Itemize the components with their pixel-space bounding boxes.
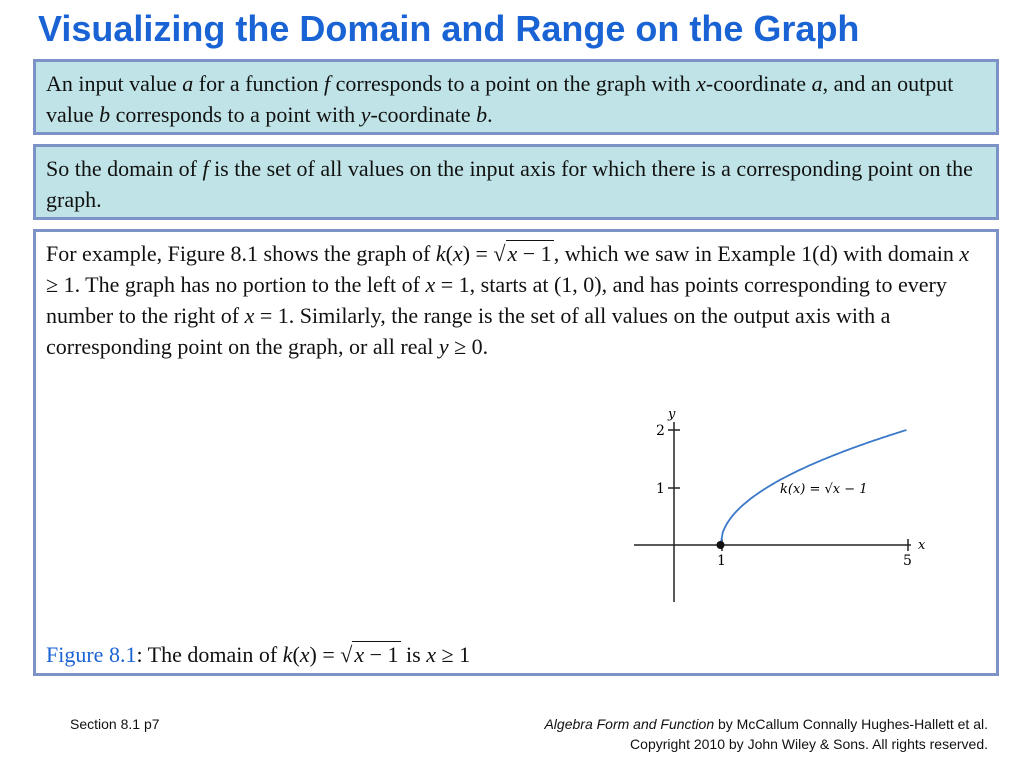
text: .: [487, 102, 493, 127]
authors: by McCallum Connally Hughes-Hallett et al.: [714, 716, 988, 732]
x-tick-label-1: 1: [717, 553, 726, 569]
var-x: x: [299, 642, 310, 667]
text: -coordinate: [705, 71, 812, 96]
text: = 1, starts at (1, 0), and has points corresponding to every number to the right of: [46, 272, 947, 328]
text: ≥ 0.: [448, 334, 489, 359]
formula-k: k(x) = √x − 1: [282, 642, 399, 667]
text: ≥ 1. The graph has no portion to the left of: [46, 272, 426, 297]
start-point: [717, 541, 725, 549]
text: For example, Figure 8.1 shows the graph of: [46, 241, 436, 266]
figure-caption: [46, 639, 470, 670]
var-b: b: [476, 102, 488, 127]
text: ≥ 1: [436, 642, 471, 667]
formula-equals: ) =: [462, 241, 494, 266]
var-a: a: [811, 71, 823, 96]
var-k: k: [282, 642, 293, 667]
x-axis-label: x: [918, 538, 926, 553]
var-x: x: [452, 241, 463, 266]
function-graph: [596, 402, 936, 612]
radicand: [352, 641, 400, 667]
text: corresponds to a point with: [110, 102, 361, 127]
var-x: x: [507, 241, 518, 266]
formula-equals: ) =: [309, 642, 341, 667]
comma: ,: [553, 241, 560, 266]
text: is the set of all values on the input axis for which there is a corresponding point on the graph.: [46, 156, 973, 212]
example-box: [33, 229, 999, 676]
text: : The domain of: [136, 642, 283, 667]
y-tick-label-2: 2: [656, 423, 665, 439]
curve-label: k(x) = √x − 1: [780, 482, 868, 497]
y-axis-label: y: [668, 407, 676, 422]
minus-one: − 1: [364, 642, 399, 667]
var-y: y: [360, 102, 371, 127]
footer-section: Section 8.1 p7: [70, 716, 160, 732]
radicand: [506, 240, 554, 266]
text: -coordinate: [370, 102, 477, 127]
sqrt-symbol: √: [340, 642, 353, 667]
definition-box-domain: [33, 144, 999, 220]
x-tick-label-5: 5: [903, 553, 912, 569]
text: for a function: [193, 71, 324, 96]
text: An input value: [46, 71, 183, 96]
text: is: [400, 642, 427, 667]
var-y: y: [438, 334, 449, 359]
var-b: b: [99, 102, 111, 127]
figure-label: Figure 8.1: [46, 642, 137, 667]
definition-box-input-output: [33, 59, 999, 135]
var-a: a: [182, 71, 194, 96]
minus-one: − 1: [517, 241, 552, 266]
var-x: x: [959, 241, 970, 266]
text: corresponds to a point on the graph with: [330, 71, 697, 96]
formula-k: k(x) = √x − 1,: [435, 241, 560, 266]
var-x: x: [426, 642, 436, 667]
var-x: x: [425, 272, 436, 297]
sqrt-symbol: √: [493, 241, 506, 266]
text: = 1. Similarly, the range is the set of all values on the output axis with a corresponding point on the graph, or all real: [46, 303, 891, 359]
var-f: f: [324, 71, 331, 96]
text: So the domain of: [46, 156, 203, 181]
book-title: Algebra Form and Function: [544, 716, 715, 732]
y-tick-label-1: 1: [656, 481, 665, 497]
var-x: x: [696, 71, 706, 96]
text: which we saw in Example 1(d) with domain: [559, 241, 960, 266]
slide-title: Visualizing the Domain and Range on the Graph: [38, 8, 860, 49]
text: , and an output value: [46, 71, 954, 127]
var-x: x: [244, 303, 255, 328]
copyright: Copyright 2010 by John Wiley & Sons. All rights reserved.: [630, 736, 988, 752]
var-x: x: [354, 642, 365, 667]
var-f: f: [202, 156, 209, 181]
var-k: k: [435, 241, 446, 266]
footer-credits: [544, 714, 988, 754]
